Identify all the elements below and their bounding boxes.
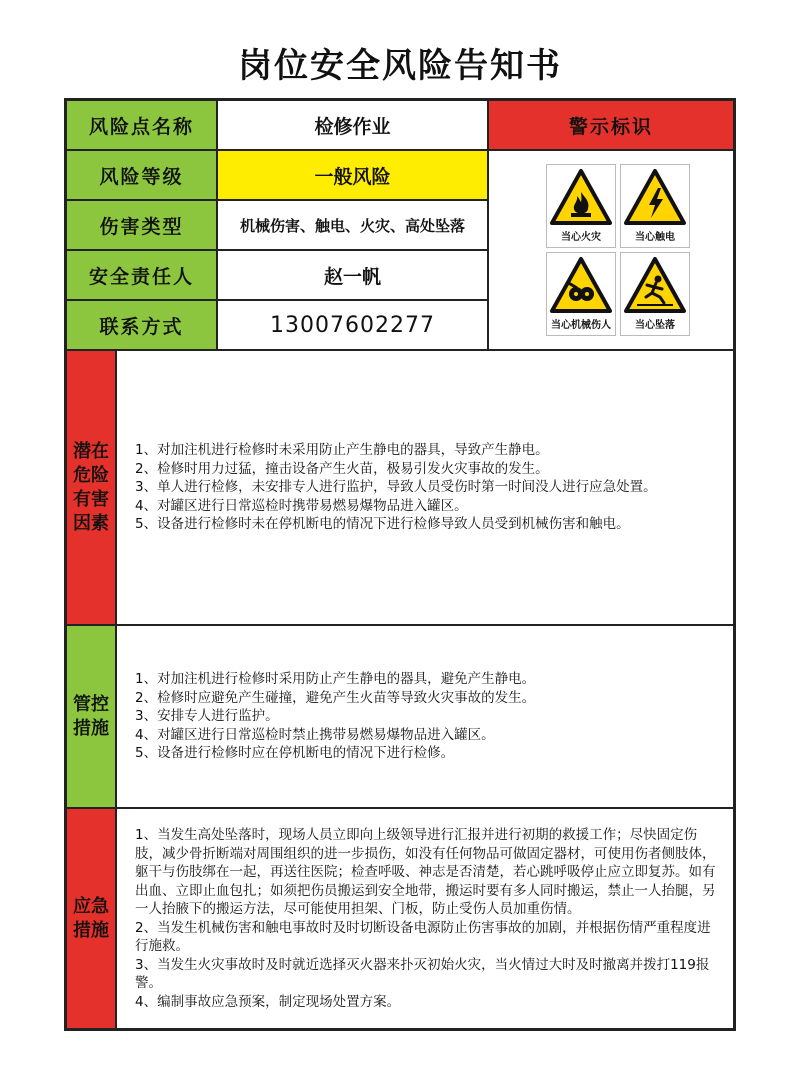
- responsible-value: 赵一帆: [217, 250, 488, 300]
- sign-fire-caption: 当心火灾: [561, 232, 601, 243]
- contact-label: 联系方式: [66, 300, 217, 350]
- hazards-label-cell: [66, 350, 116, 625]
- sign-fire: [546, 164, 616, 248]
- emergency-label-cell: [66, 808, 116, 1029]
- list-item: 5、设备进行检修时未在停机断电的情况下进行检修导致人员受到机械伤害和触电。: [135, 516, 630, 533]
- list-item: 1、对加注机进行检修时未采用防止产生静电的器具，导致产生静电。: [135, 442, 549, 459]
- emergency-content: [116, 808, 734, 1029]
- hazards-list: [135, 441, 657, 534]
- list-item: 3、安排专人进行监护。: [135, 708, 279, 725]
- contact-value: 13007602277: [217, 300, 488, 350]
- list-item: 2、检修时应避免产生碰撞，避免产生火苗等导致火灾事故的发生。: [135, 689, 536, 706]
- list-item: 4、对罐区进行日常巡检时禁止携带易燃易爆物品进入罐区。: [135, 726, 495, 743]
- list-item: 4、对罐区进行日常巡检时携带易燃易爆物品进入罐区。: [135, 497, 468, 514]
- warning-label: 警示标识: [488, 100, 734, 150]
- sign-electric: [620, 164, 690, 248]
- mechanical-injury-warning-icon: [549, 256, 613, 316]
- harm-type-value: 机械伤害、触电、火灾、高处坠落: [217, 200, 488, 250]
- sign-fall-caption: 当心坠落: [635, 320, 675, 331]
- list-item: 2、检修时用力过猛，撞击设备产生火苗，极易引发火灾事故的发生。: [135, 460, 549, 477]
- risk-point-value: 检修作业: [217, 100, 488, 150]
- harm-type-label: 伤害类型: [66, 200, 217, 250]
- controls-list: [135, 670, 535, 763]
- hazards-label: 潜在危险有害因素: [73, 440, 109, 534]
- risk-level-value: 一般风险: [217, 150, 488, 200]
- list-item: 1、对加注机进行检修时采用防止产生静电的器具，避免产生静电。: [135, 671, 536, 688]
- list-item: 3、单人进行检修，未安排专人进行监护，导致人员受伤时第一时间没人进行应急处置。: [135, 479, 657, 496]
- hazards-content: [116, 350, 734, 625]
- emergency-list: [135, 826, 719, 1011]
- controls-label: 管控措施: [73, 693, 109, 739]
- controls-content: [116, 625, 734, 808]
- sign-mechanical-caption: 当心机械伤人: [551, 320, 611, 331]
- list-item: 5、设备进行检修时应在停机断电的情况下进行检修。: [135, 745, 455, 762]
- sign-electric-caption: 当心触电: [635, 232, 675, 243]
- list-item: 3、当发生火灾事故时及时就近选择灭火器来扑灭初始火灾，当火情过大时及时撤离并拨打119报警。: [135, 956, 710, 991]
- fall-warning-icon: [623, 256, 687, 316]
- responsible-label: 安全责任人: [66, 250, 217, 300]
- page-title: 岗位安全风险告知书: [238, 46, 562, 86]
- list-item: 1、当发生高处坠落时，现场人员立即向上级领导进行汇报并进行初期的救援工作；尽快固定伤肢，减少骨折断端对周围组织的进一步损伤，如没有任何物品可做固定器材，可使用伤者侧肢体，躯干与伤肢绑在一起，再送往医院；检查呼吸、神志是否清楚，若心跳呼吸停止应立即复苏。如有出血、立即止血包扎；如须把伤员搬运到安全地带，搬运时要有多人同时搬运，禁止一人抬腿，另一人抬腋下的搬运方法，尽可能使用担架、门板，防止受伤人员加重伤情。: [135, 827, 716, 917]
- list-item: 2、当发生机械伤害和触电事故时及时切断设备电源防止伤害事故的加剧，并根据伤情严重程度进行施救。: [135, 919, 711, 954]
- fire-warning-icon: [549, 168, 613, 228]
- controls-label-cell: [66, 625, 116, 808]
- sign-fall: [620, 252, 690, 336]
- emergency-label: 应急措施: [73, 895, 109, 941]
- list-item: 4、编制事故应急预案，制定现场处置方案。: [135, 993, 401, 1010]
- risk-level-label: 风险等级: [66, 150, 217, 200]
- sign-mechanical: [546, 252, 616, 336]
- electric-shock-warning-icon: [623, 168, 687, 228]
- risk-point-label: 风险点名称: [66, 100, 217, 150]
